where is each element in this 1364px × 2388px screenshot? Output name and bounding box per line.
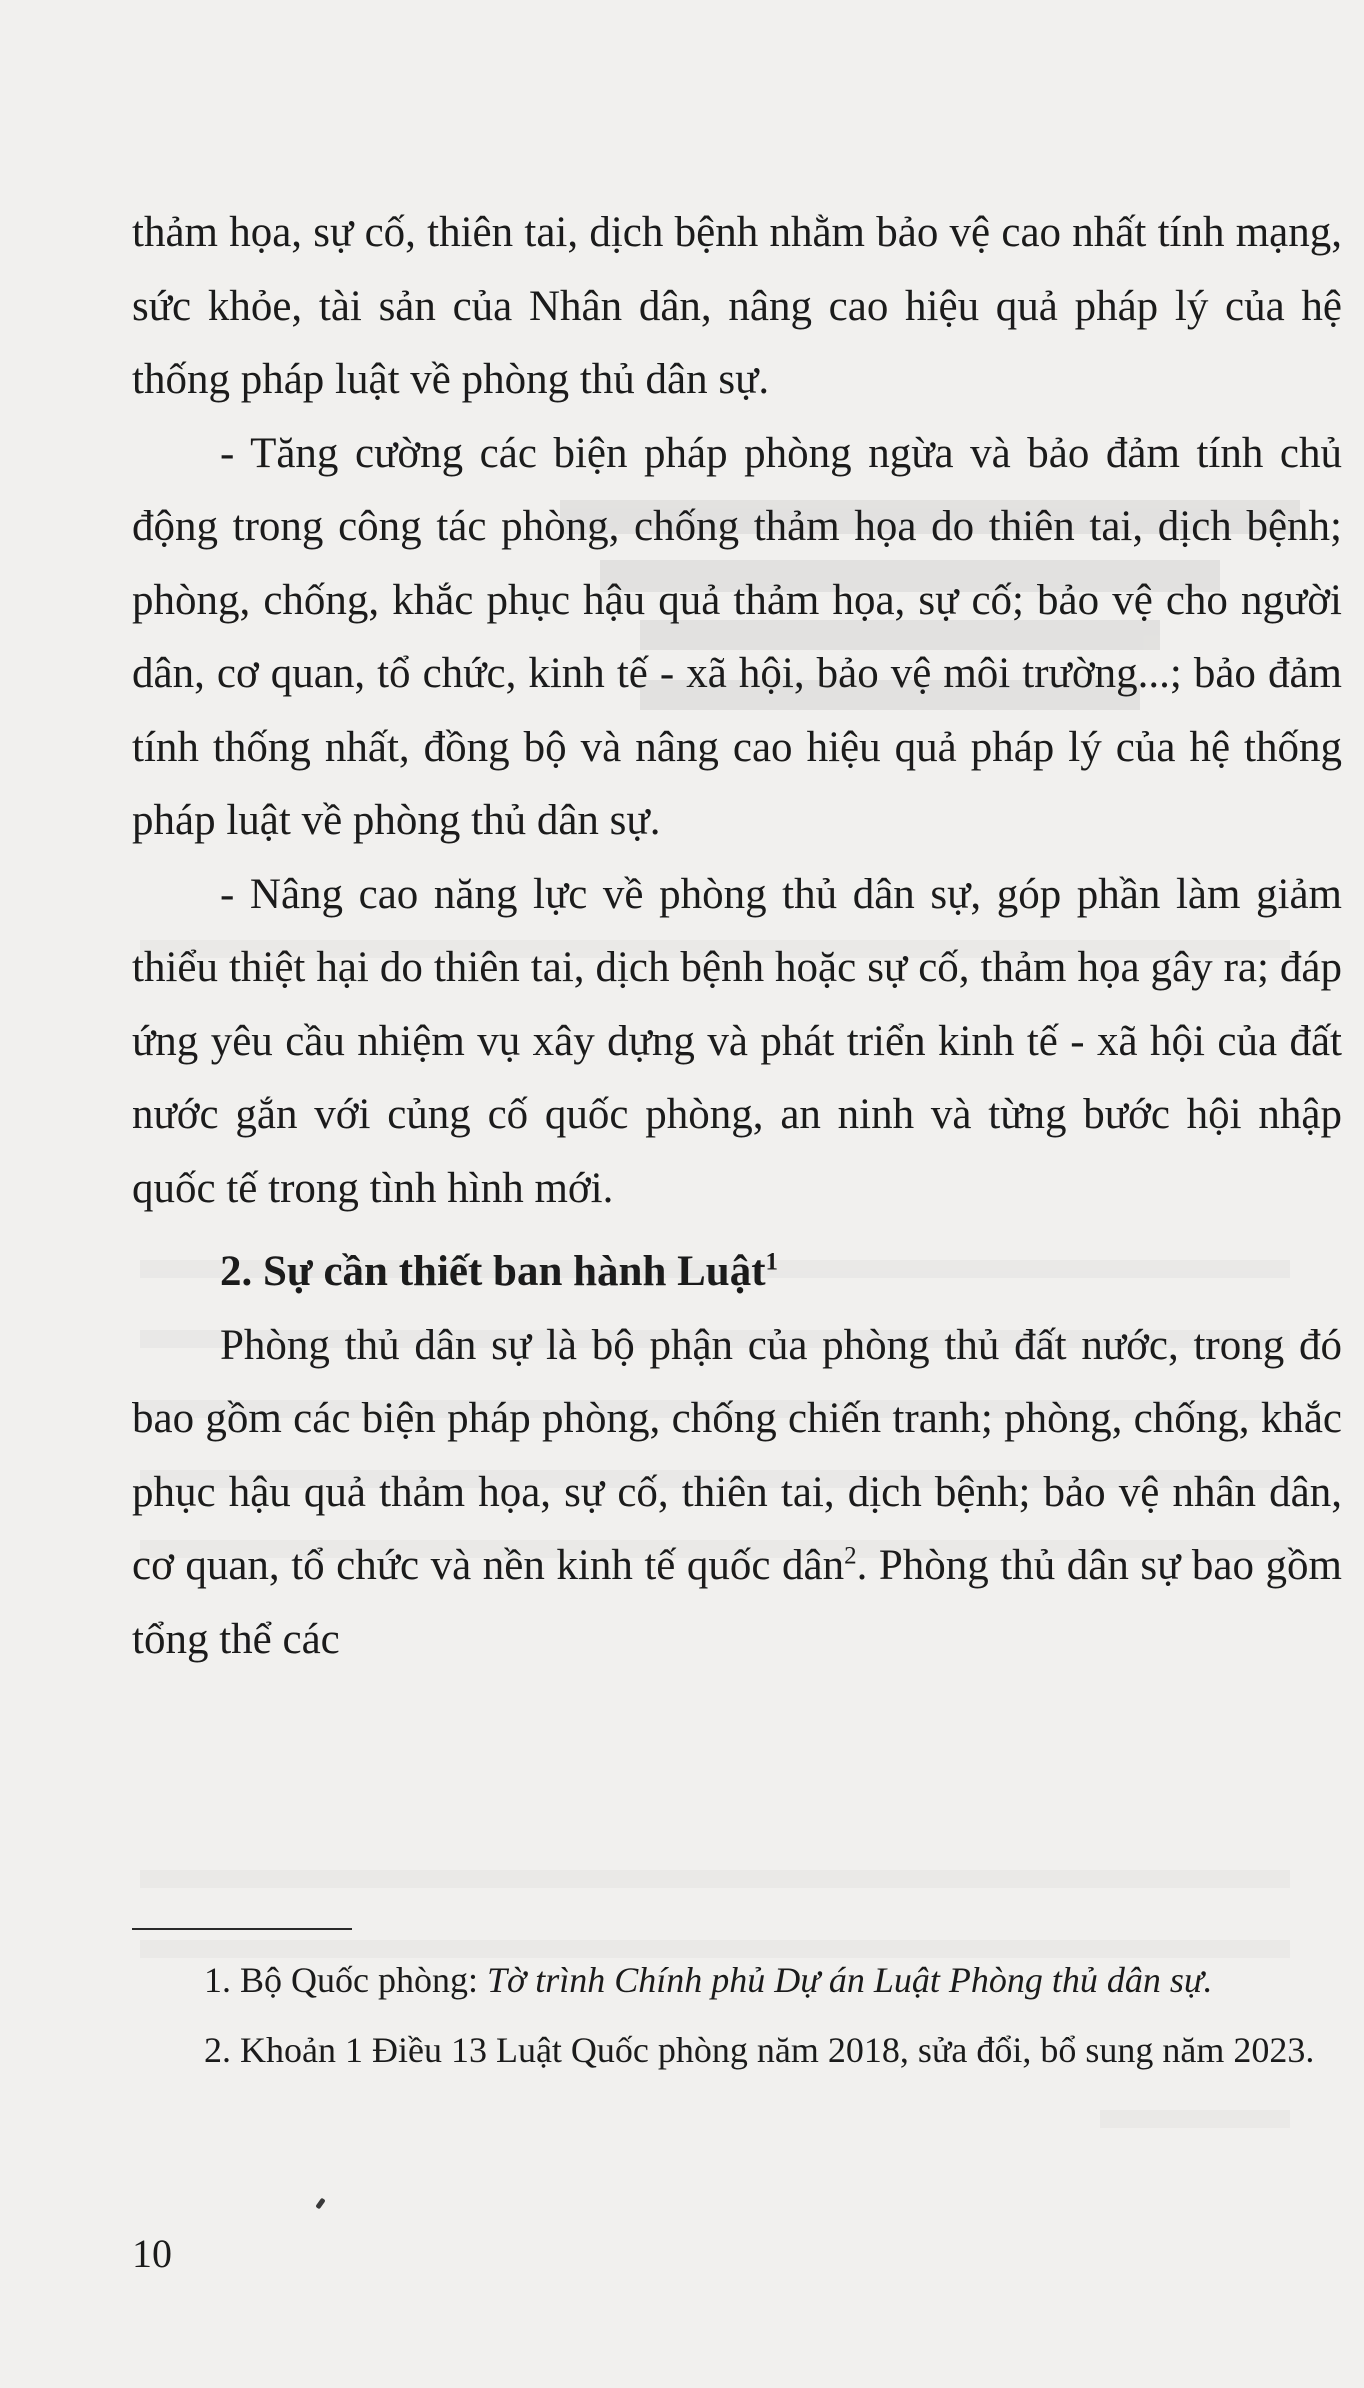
- page-body: [132, 196, 1342, 1676]
- bullet-paragraph-1: - Tăng cường các biện pháp phòng ngừa và bảo đảm tính chủ động trong công tác phòng, chống thảm họa do thiên tai, dịch bệnh; phòng, chống, khắc phục hậu quả thảm họa, sự cố; bảo vệ cho người dân, cơ quan, tổ chức, kinh tế - xã hội, bảo vệ môi trường...; bảo đảm tính thống nhất, đồng bộ và nâng cao hiệu quả pháp lý của hệ thống pháp luật về phòng thủ dân sự.: [132, 429, 1342, 844]
- section-heading-text: 2. Sự cần thiết ban hành Luật: [220, 1248, 766, 1295]
- footnote-2: 2. Khoản 1 Điều 13 Luật Quốc phòng năm 2018, sửa đổi, bổ sung năm 2023.: [204, 2030, 1315, 2070]
- footnote-1-prefix: 1. Bộ Quốc phòng:: [204, 1960, 487, 2000]
- footnotes: [132, 1952, 1342, 2092]
- section-heading: [132, 1235, 1342, 1309]
- section-paragraph-text-end: . Phòng thủ dân sự bao gồm tổng thể các: [132, 1542, 1342, 1663]
- section-paragraph-text: Phòng thủ dân sự là bộ phận của phòng thủ đất nước, trong đó bao gồm các biện pháp phòng, chống chiến tranh; phòng, chống, khắc phục hậu quả thảm họa, sự cố, thiên tai, dịch bệnh; bảo vệ nhân dân, cơ quan, tổ chức và nền kinh tế quốc dân: [132, 1321, 1342, 1589]
- footnote-ref-2: 2: [844, 1542, 857, 1570]
- footnote-1-title: Tờ trình Chính phủ Dự án Luật Phòng thủ dân sự.: [487, 1960, 1213, 2000]
- footnote-ref-1: 1: [765, 1248, 779, 1276]
- bullet-paragraph-2: - Nâng cao năng lực về phòng thủ dân sự, góp phần làm giảm thiểu thiệt hại do thiên tai, dịch bệnh hoặc sự cố, thảm họa gây ra; đáp ứng yêu cầu nhiệm vụ xây dựng và phát triển kinh tế - xã hội của đất nước gắn với củng cố quốc phòng, an ninh và từng bước hội nhập quốc tế trong tình hình mới.: [132, 870, 1342, 1212]
- footnote-divider: [132, 1928, 352, 1930]
- footnote-1: [132, 1952, 1342, 2008]
- ink-speck: [315, 2198, 325, 2210]
- section-paragraph: [132, 1309, 1342, 1677]
- paragraph-continuation: thảm họa, sự cố, thiên tai, dịch bệnh nhằm bảo vệ cao nhất tính mạng, sức khỏe, tài sản của Nhân dân, nâng cao hiệu quả pháp lý của hệ thống pháp luật về phòng thủ dân sự.: [132, 209, 1342, 403]
- page-number: 10: [132, 2231, 172, 2276]
